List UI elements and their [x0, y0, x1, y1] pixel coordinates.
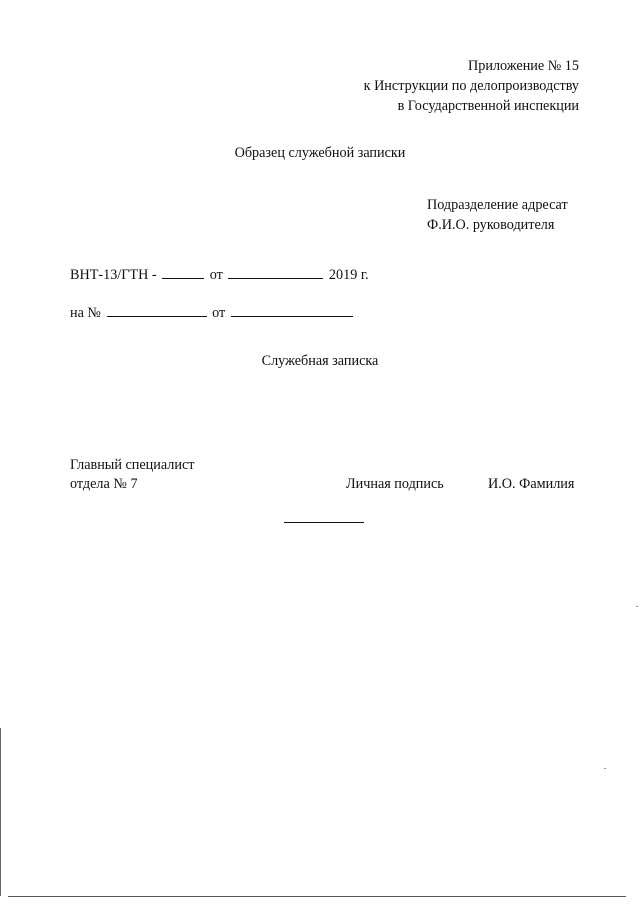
appendix-organization: в Государственной инспекции — [397, 98, 579, 114]
reference-number-blank — [107, 302, 207, 317]
addressee-block — [427, 195, 568, 235]
scan-speck — [604, 768, 606, 769]
reference-line — [70, 302, 355, 323]
author-name: И.О. Фамилия — [488, 476, 575, 492]
registration-year: 2019 г. — [328, 267, 369, 283]
scan-left-edge — [0, 728, 1, 896]
reference-prefix: на № — [70, 305, 101, 321]
registration-from-label: от — [209, 267, 223, 283]
scan-speck — [636, 606, 638, 607]
registration-line — [70, 264, 369, 285]
registration-prefix: ВНТ-13/ГТН - — [70, 267, 157, 283]
scan-bottom-edge — [8, 896, 626, 897]
sample-title: Образец служебной записки — [234, 145, 406, 161]
appendix-instruction-ref: к Инструкции по делопроизводству — [363, 78, 579, 94]
registration-number-blank — [162, 264, 204, 279]
closing-rule — [284, 522, 364, 523]
addressee-department: Подразделение адресат — [427, 197, 568, 213]
reference-date-blank — [231, 302, 353, 317]
appendix-header — [364, 56, 579, 116]
signature-label: Личная подпись — [346, 476, 444, 492]
author-department: отдела № 7 — [70, 476, 138, 492]
appendix-number: Приложение № 15 — [468, 58, 579, 74]
addressee-head-name: Ф.И.О. руководителя — [427, 217, 555, 233]
memo-title: Служебная записка — [261, 353, 379, 369]
registration-date-blank — [228, 264, 323, 279]
author-position-title: Главный специалист — [70, 457, 195, 473]
author-position — [70, 455, 194, 493]
reference-from-label: от — [212, 305, 226, 321]
